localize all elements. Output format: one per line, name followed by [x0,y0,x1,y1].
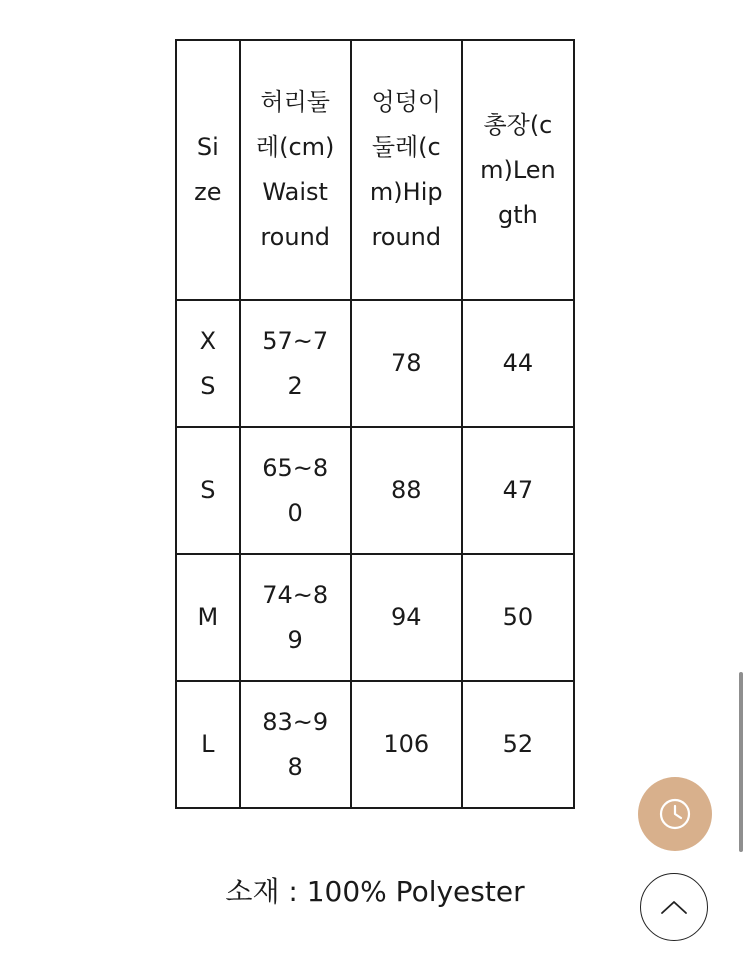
hip-value: 78 [391,349,422,377]
header-cell-waist [240,40,351,300]
size-value: XS [199,326,217,400]
length-value: 52 [502,730,534,758]
clock-icon [658,797,692,831]
header-waist-label: 허리둘레(cm)Waist round [255,88,335,251]
size-chart-header-row [176,40,574,300]
cell-hip [351,427,462,554]
length-value: 47 [502,476,534,504]
cell-size [176,681,240,808]
cell-size [176,554,240,681]
cell-length [462,427,574,554]
recent-history-button[interactable] [638,777,712,851]
cell-waist [240,427,351,554]
cell-hip [351,300,462,427]
size-row-xs [176,300,574,427]
size-value: S [200,476,216,504]
header-length-label: 총장(cm)Length [480,110,556,229]
size-value: M [197,603,219,631]
cell-hip [351,554,462,681]
hip-value: 88 [391,476,422,504]
waist-value: 57~72 [262,326,329,400]
size-row-s [176,427,574,554]
chevron-up-icon [659,898,689,916]
waist-value: 65~80 [262,453,329,527]
cell-waist [240,681,351,808]
material-label: 소재 : 100% Polyester [225,875,525,908]
scroll-to-top-button[interactable] [640,873,708,941]
waist-value: 83~98 [262,707,329,781]
header-size-label: Size [194,133,222,206]
cell-length [462,681,574,808]
header-cell-hip [351,40,462,300]
size-row-m [176,554,574,681]
cell-length [462,554,574,681]
size-chart-table [175,39,575,809]
waist-value: 74~89 [262,580,329,654]
header-cell-length [462,40,574,300]
size-value: L [201,730,215,758]
header-cell-size [176,40,240,300]
length-value: 50 [502,603,534,631]
hip-value: 94 [391,603,422,631]
cell-size [176,300,240,427]
size-row-l [176,681,574,808]
cell-waist [240,300,351,427]
cell-waist [240,554,351,681]
hip-value: 106 [383,730,430,758]
scrollbar-thumb[interactable] [739,672,743,852]
header-hip-label: 엉덩이둘레(cm)Hip round [369,88,443,251]
cell-size [176,427,240,554]
cell-length [462,300,574,427]
length-value: 44 [502,349,534,377]
cell-hip [351,681,462,808]
